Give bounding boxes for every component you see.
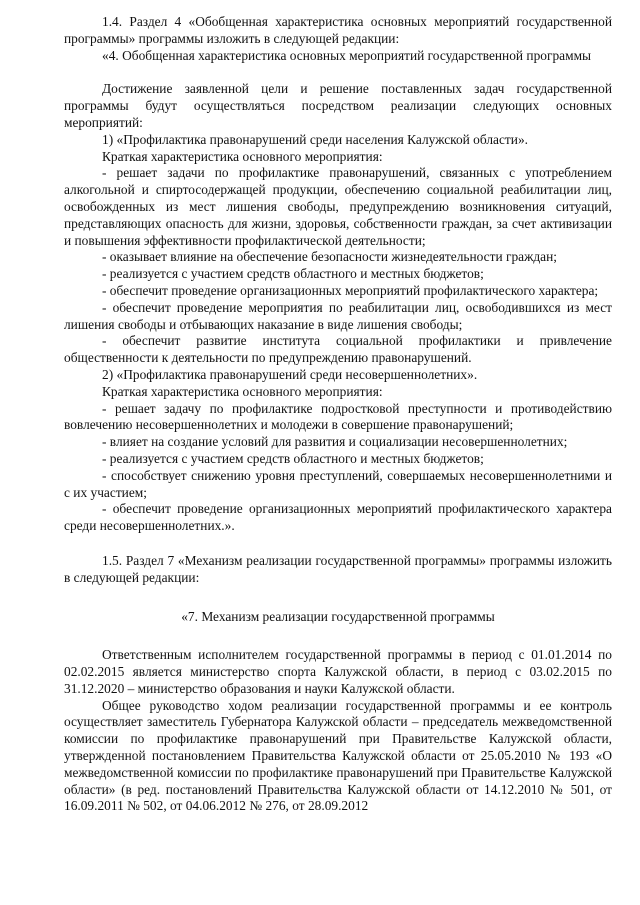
paragraph-section-1-4: 1.4. Раздел 4 «Обобщенная характеристика основных мероприятий государственной программы» программы изложить в следующей редакции: bbox=[64, 14, 612, 46]
measure-1-item-3: - реализуется с участием средств областного и местных бюджетов; bbox=[102, 266, 484, 282]
measure-2-title: 2) «Профилактика правонарушений среди несовершеннолетних». bbox=[102, 366, 478, 382]
measure-1-item-4: - обеспечит проведение организационных мероприятий профилактического характера; bbox=[102, 282, 599, 298]
measure-2-item-4: - способствует снижению уровня преступлений, совершаемых несовершеннолетними и с их участием; bbox=[64, 467, 612, 500]
paragraph-general-management: Общее руководство ходом реализации государственной программы и ее контроль осуществляет заместитель Губернатора Калужской области – председатель межведомственной комиссии по профилактике правонарушений при Правительстве Калужской области, утвержденной постановлением Правительства Калужской области от 25.05.2010 № 193 «О межведомственной комиссии по профилактике правонарушений при Правительстве Калужской области» (в ред. постановлений Правительства Калужской области от 14.12.2010 № 501, от 16.09.2011 № 502, от 04.06.2012 № 276, от 28.09.2012 bbox=[64, 697, 612, 814]
measure-2-item-1: - решает задачу по профилактике подростковой преступности и противодействию вовлечению несовершеннолетних и молодежи в совершение правонарушений; bbox=[64, 400, 612, 433]
paragraph-section-1-5: 1.5. Раздел 7 «Механизм реализации государственной программы» программы изложить в следующей редакции: bbox=[64, 552, 612, 585]
document-page bbox=[64, 14, 612, 815]
paragraph-intro: Достижение заявленной цели и решение поставленных задач государственной программы будут осуществляться посредством реализации следующих основных мероприятий: bbox=[64, 81, 612, 130]
measure-1-item-6: - обеспечит развитие института социальной профилактики и привлечение общественности к деятельности по предупреждению правонарушений. bbox=[64, 333, 612, 366]
measure-2-summary-label: Краткая характеристика основного мероприятия: bbox=[102, 383, 383, 399]
measure-1-title: 1) «Профилактика правонарушений среди населения Калужской области». bbox=[102, 131, 528, 147]
measure-1-summary-label: Краткая характеристика основного мероприятия: bbox=[102, 148, 383, 164]
section-7-heading: «7. Механизм реализации государственной программы bbox=[181, 608, 495, 624]
measure-2-item-5: - обеспечит проведение организационных мероприятий профилактического характера среди несовершеннолетних.». bbox=[64, 501, 612, 534]
section-4-heading: «4. Обобщенная характеристика основных мероприятий государственной программы bbox=[102, 47, 592, 63]
measure-2-item-2: - влияет на создание условий для развития и социализации несовершеннолетних; bbox=[102, 434, 568, 450]
paragraph-responsible-executor: Ответственным исполнителем государственной программы в период с 01.01.2014 по 02.02.2015 является министерство спорта Калужской области, в период с 03.02.2015 по 31.12.2020 – министерство образования и науки Калужской области. bbox=[64, 647, 612, 696]
measure-2-item-3: - реализуется с участием средств областного и местных бюджетов; bbox=[102, 450, 484, 466]
measure-1-item-5: - обеспечит проведение мероприятия по реабилитации лиц, освободившихся из мест лишения свободы и отбывающих наказание в виде лишения свободы; bbox=[64, 299, 612, 332]
measure-1-item-1: - решает задачи по профилактике правонарушений, связанных с употреблением алкогольной и спиртосодержащей продукции, обеспечению социальной реабилитации лиц, освобожденных из мест лишения свободы, предупреждению возникновения ситуаций, представляющих опасность для жизни, здоровья, собственности граждан, за счет активизации и повышения эффективности профилактической деятельности; bbox=[64, 165, 612, 248]
measure-1-item-2: - оказывает влияние на обеспечение безопасности жизнедеятельности граждан; bbox=[102, 249, 558, 265]
